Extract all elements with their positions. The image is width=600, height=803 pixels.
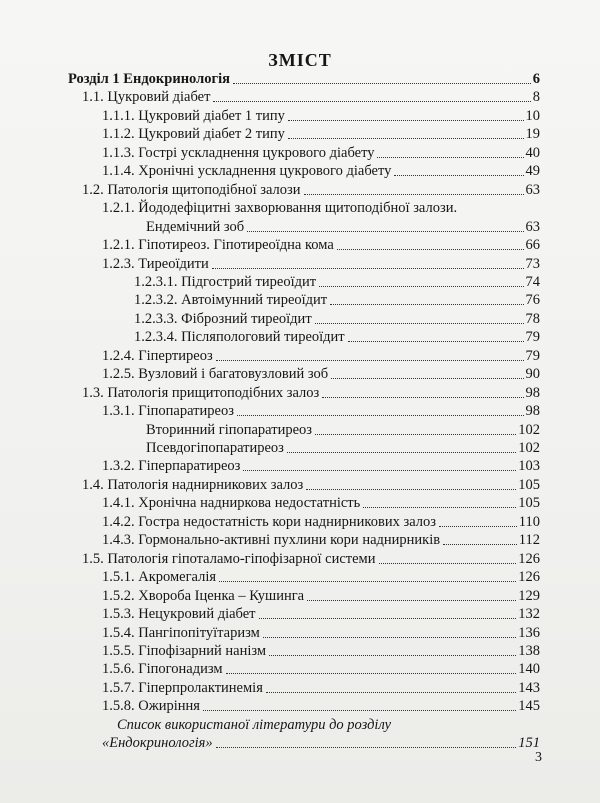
toc-entry-label: 1.5.1. Акромегалія [102, 569, 217, 586]
dot-leader [307, 600, 516, 601]
toc-entry-label: 1.1.3. Гострі ускладнення цукрового діабету [102, 144, 375, 161]
toc-entry-page: 63 [525, 218, 540, 235]
toc-entry [102, 642, 540, 660]
toc-entry-page: 102 [518, 421, 540, 438]
dot-leader [213, 101, 530, 102]
toc-entry [134, 291, 540, 309]
dot-leader [331, 378, 523, 379]
dot-leader [237, 415, 524, 416]
toc-entry-label: 1.2.5. Вузловий і багатовузловий зоб [102, 366, 329, 383]
toc-entry [146, 439, 540, 457]
toc-entry [117, 716, 540, 734]
toc-entry-page: 63 [525, 181, 540, 198]
toc-entry-page: 73 [525, 255, 540, 272]
toc-entry-page: 66 [525, 237, 540, 254]
dot-leader [212, 268, 524, 269]
toc-entry-page: 132 [518, 606, 540, 623]
toc-entry-page: 98 [525, 403, 540, 420]
dot-leader [226, 673, 517, 674]
toc-entry [82, 181, 540, 199]
toc-entry [82, 550, 540, 568]
toc-entry [102, 365, 540, 383]
toc-entry [134, 328, 540, 346]
toc-entry [102, 107, 540, 125]
dot-leader [439, 526, 517, 527]
toc-entry [102, 494, 540, 512]
page-title: ЗМІСТ [268, 50, 332, 70]
toc-entry-label: 1.1.4. Хронічні ускладнення цукрового діабету [102, 163, 392, 180]
toc-entry-page: 126 [518, 550, 540, 567]
toc-entry-label: 1.5.6. Гіпогонадизм [102, 661, 223, 678]
toc-entry-label: 1.4.1. Хронічна надниркова недостатність [102, 495, 361, 512]
toc-entry-page: 138 [518, 642, 540, 659]
dot-leader [379, 563, 517, 564]
dot-leader [377, 157, 523, 158]
dot-leader [287, 452, 516, 453]
dot-leader [394, 175, 523, 176]
toc-entry [102, 660, 540, 678]
toc-entry [102, 255, 540, 273]
dot-leader [363, 507, 516, 508]
toc-entry [82, 88, 540, 106]
toc-entry [102, 457, 540, 475]
dot-leader [269, 655, 516, 656]
toc-entry-page: 112 [518, 532, 540, 549]
dot-leader [306, 489, 516, 490]
dot-leader [203, 710, 516, 711]
dot-leader [233, 83, 531, 84]
toc-entry [134, 310, 540, 328]
toc-entry-label: 1.1.1. Цукровий діабет 1 типу [102, 107, 285, 124]
toc-entry-label: 1.2.1. Гіпотиреоз. Гіпотиреоїдна кома [102, 237, 334, 254]
toc-entry-label: 1.1. Цукровий діабет [82, 89, 211, 106]
toc-entry-page: 140 [518, 661, 540, 678]
toc-entry-label: 1.3. Патологія прищитоподібних залоз [82, 384, 320, 401]
dot-leader [304, 194, 524, 195]
toc-entry-page: 126 [518, 569, 540, 586]
toc-entry [102, 734, 540, 752]
toc-entry [102, 125, 540, 143]
toc-entry-label: 1.2.3.2. Автоімунний тиреоїдит [134, 292, 328, 309]
toc-entry-label: «Ендокринологія» [102, 735, 213, 752]
dot-leader [263, 637, 516, 638]
toc-entry-page: 105 [518, 476, 540, 493]
toc-entry [102, 199, 540, 217]
toc-entry-label: Розділ 1 Ендокринологія [68, 71, 230, 87]
toc-entry-label: 1.3.2. Гіперпаратиреоз [102, 458, 241, 475]
toc-entry-label: 1.2.3. Тиреоїдити [102, 255, 209, 272]
toc-entry-label: 1.5.8. Ожиріння [102, 698, 200, 715]
toc-entry [82, 476, 540, 494]
toc-entry [102, 144, 540, 162]
dot-leader [443, 544, 517, 545]
toc-entry-page: 151 [518, 735, 540, 752]
toc-entry [102, 513, 540, 531]
toc-entry-page: 145 [518, 698, 540, 715]
toc-entry-label: 1.1.2. Цукровий діабет 2 типу [102, 126, 285, 143]
toc-entry [102, 568, 540, 586]
toc-entry-page: 105 [518, 495, 540, 512]
toc-entry [102, 624, 540, 642]
toc-entry-page: 98 [525, 384, 540, 401]
dot-leader [348, 341, 524, 342]
dot-leader [288, 138, 524, 139]
toc-entry-page: 90 [525, 366, 540, 383]
dot-leader [216, 747, 517, 748]
toc-entry-page: 79 [525, 347, 540, 364]
toc-entry [102, 605, 540, 623]
toc-entry-label: 1.4.3. Гормонально-активні пухлини кори наднирників [102, 532, 441, 549]
toc-entry [102, 587, 540, 605]
dot-leader [259, 618, 517, 619]
dot-leader [266, 692, 516, 693]
toc-entry-page: 74 [525, 273, 540, 290]
dot-leader [322, 397, 523, 398]
toc-entry-page: 49 [525, 163, 540, 180]
toc-entry-label: 1.4. Патологія наднирникових залоз [82, 476, 304, 493]
dot-leader [216, 360, 524, 361]
toc-entry [68, 70, 540, 88]
toc-entry-page: 136 [518, 624, 540, 641]
dot-leader [319, 286, 523, 287]
toc-entry-page: 8 [532, 89, 540, 106]
toc-entry [146, 218, 540, 236]
toc-entry-label: 1.2.1. Йододефіцитні захворювання щитоподібної залози. [102, 200, 458, 217]
toc-entry [102, 697, 540, 715]
dot-leader [315, 434, 516, 435]
toc-entry-page: 103 [518, 458, 540, 475]
toc-entry-label: 1.4.2. Гостра недостатність кори наднирникових залоз [102, 513, 436, 530]
toc-entry-label: 1.5.4. Пангіпопітуїтаризм [102, 624, 260, 641]
dot-leader [337, 249, 524, 250]
toc-entry-label: 1.3.1. Гіпопаратиреоз [102, 403, 234, 420]
toc-entry-page: 78 [525, 310, 540, 327]
toc-entry-label: 1.2.4. Гіпертиреоз [102, 347, 213, 364]
toc-entry-page: 19 [525, 126, 540, 143]
toc-entry-label: 1.5.3. Нецукровий діабет [102, 606, 256, 623]
dot-leader [330, 304, 523, 305]
toc-entry [102, 347, 540, 365]
dot-leader [315, 323, 524, 324]
dot-leader [247, 231, 523, 232]
toc-entry-page: 79 [525, 329, 540, 346]
toc-entry [102, 162, 540, 180]
toc-entry-page: 143 [518, 679, 540, 696]
toc-entry-label: 1.2.3.4. Післяпологовий тиреоїдит [134, 329, 345, 346]
toc-entry-label: 1.2.3.3. Фіброзний тиреоїдит [134, 310, 312, 327]
toc-entry-label: 1.2.3.1. Підгострий тиреоїдит [134, 273, 317, 290]
toc-entry-page: 129 [518, 587, 540, 604]
toc-entry-label: Список використаної літератури до розділу [117, 716, 392, 733]
toc-entry-page: 10 [525, 107, 540, 124]
toc-entry-page: 40 [525, 144, 540, 161]
toc-entry [102, 402, 540, 420]
toc-entry [102, 679, 540, 697]
toc-entry-label: 1.5.2. Хвороба Іценка – Кушинга [102, 587, 305, 604]
toc-entry [134, 273, 540, 291]
toc-entry-label: Вторинний гіпопаратиреоз [146, 421, 312, 438]
toc-entry-label: 1.5. Патологія гіпоталамо-гіпофізарної системи [82, 550, 376, 567]
toc-entry [146, 421, 540, 439]
page-number: 3 [535, 750, 542, 765]
toc-entry-page: 110 [518, 513, 540, 530]
toc-entry-label: 1.2. Патологія щитоподібної залози [82, 181, 301, 198]
toc-entry-label: Ендемічний зоб [146, 218, 245, 235]
toc-entry-page: 6 [532, 71, 540, 87]
dot-leader [219, 581, 516, 582]
toc-entry-page: 102 [518, 440, 540, 456]
toc-entry [102, 236, 540, 254]
toc-entry [82, 384, 540, 402]
toc-entry [102, 531, 540, 549]
toc-entry-label: 1.5.5. Гіпофізарний нанізм [102, 642, 267, 659]
toc-entry-label: Псевдогіпопаратиреоз [146, 440, 284, 456]
toc-entry-label: 1.5.7. Гіперпролактинемія [102, 679, 263, 696]
toc-entry-page: 76 [525, 292, 540, 309]
dot-leader [243, 470, 516, 471]
dot-leader [288, 120, 524, 121]
